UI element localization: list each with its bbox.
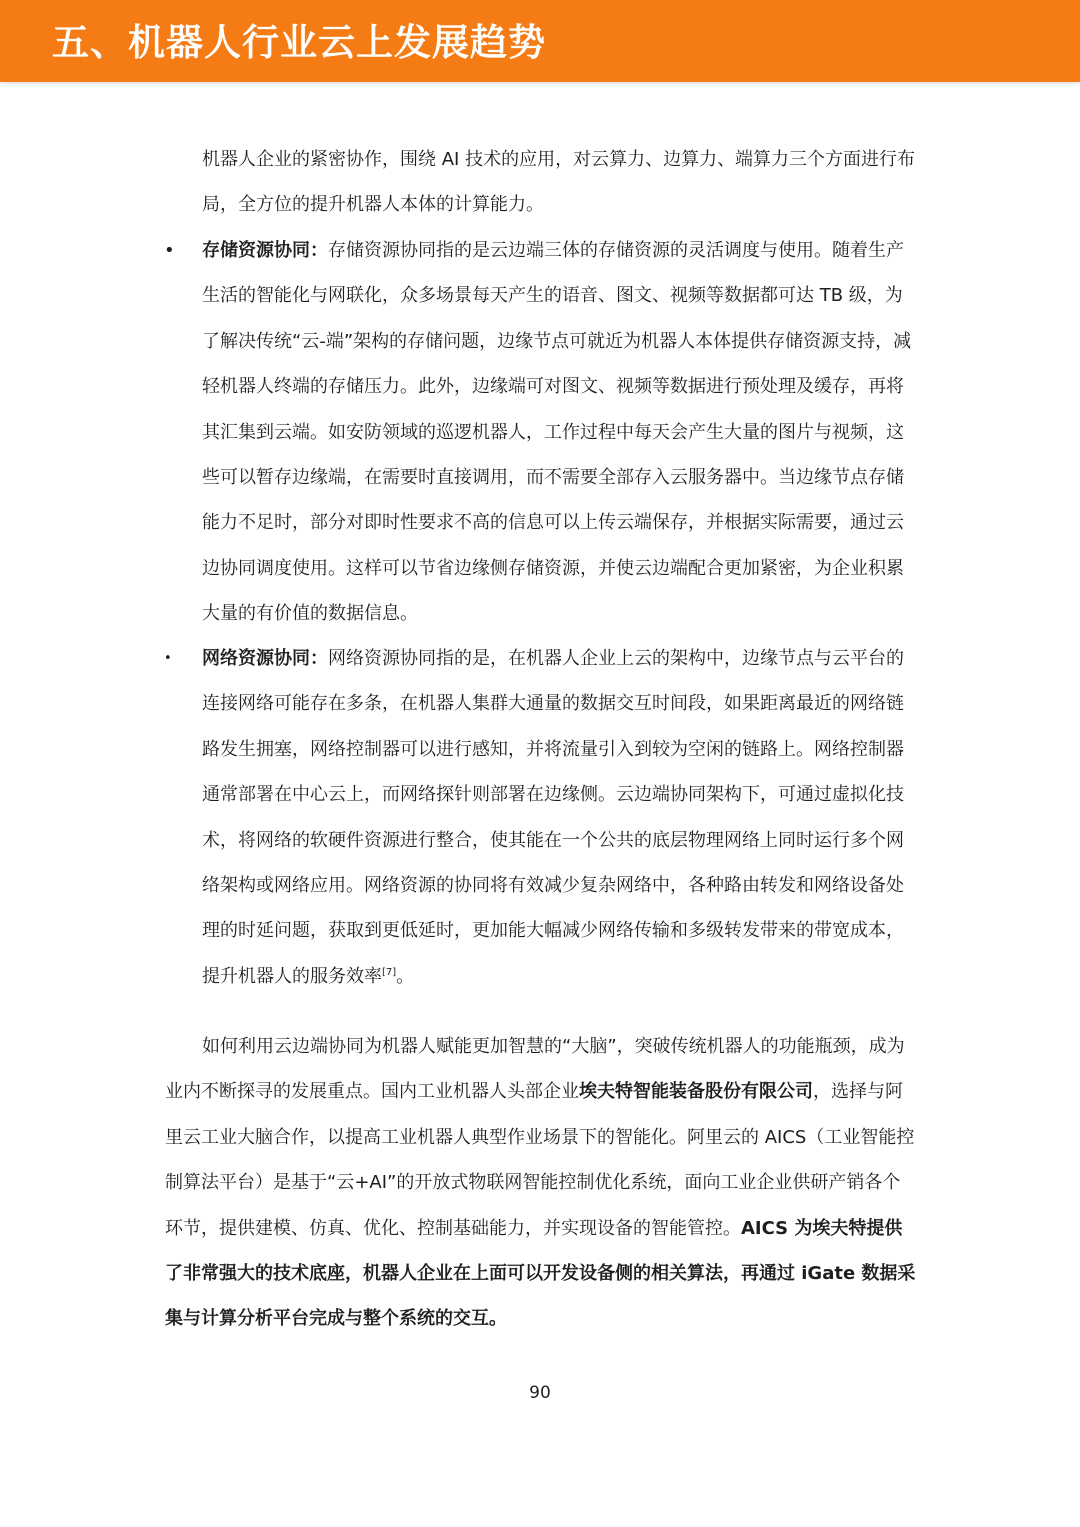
closing-text-part1: 如何利用云边端协同为机器人赋能更加智慧的“大脑”，突破传统机器人的功能瓶颈，成为业内不断探寻的发展重点。国内工业机器人头部企业 <box>165 1036 905 1103</box>
bullet-item-network <box>164 636 918 999</box>
closing-paragraph <box>165 1024 918 1342</box>
bullet-term: 网络资源协同： <box>202 648 328 669</box>
bullet-term: 存储资源协同： <box>202 240 328 261</box>
bullet-marker: • <box>164 240 175 261</box>
closing-text-part2: ，选择与阿里云工业大脑合作，以提高工业机器人典型作业场景下的智能化。阿里云的 AICS（工业智能控制算法平台）是基于“云+AI”的开放式物联网智能控制优化系统，面向工业企业供研产销各个环节，提供建模、仿真、优化、控制基础能力，并实现设备的智能管控。 <box>165 1081 915 1239</box>
bullet-end-punctuation: 。 <box>396 965 415 987</box>
citation-reference: [7] <box>382 966 397 978</box>
section-title: 五、机器人行业云上发展趋势 <box>52 21 546 64</box>
bullet-text: 存储资源协同指的是云边端三体的存储资源的灵活调度与使用。随着生产生活的智能化与网联化，众多场景每天产生的语音、图文、视频等数据都可达 TB 级，为了解决传统“云-端”架构的存储问题，边缘节点可就近为机器人本体提供存储资源支持，减轻机器人终端的存储压力。此外，边缘端可对图文、视频等数据进行预处理及缓存，再将其汇集到云端。如安防领域的巡逻机器人，工作过程中每天会产生大量的图片与视频，这些可以暂存边缘端，在需要时直接调用，而不需要全部存入云服务器中。当边缘节点存储能力不足时，部分对即时性要求不高的信息可以上传云端保存，并根据实际需要，通过云边协同调度使用。这样可以节省边缘侧存储资源，并使云边端配合更加紧密，为企业积累大量的有价值的数据信息。 <box>202 240 912 625</box>
company-name: 埃夫特智能装备股份有限公司 <box>579 1081 813 1103</box>
page-number: 90 <box>529 1383 551 1403</box>
bullet-item-storage <box>164 228 918 637</box>
section-header-bar <box>0 0 1080 82</box>
bold-conclusion: AICS 为埃夫特提供了非常强大的技术底座，机器人企业在上面可以开发设备侧的相关算法，再通过 iGate 数据采集与计算分析平台完成与整个系统的交互。 <box>165 1217 916 1330</box>
intro-paragraph: 机器人企业的紧密协作，围绕 AI 技术的应用，对云算力、边算力、端算力三个方面进行布局，全方位的提升机器人本体的计算能力。 <box>202 149 916 216</box>
bullet-marker: • <box>164 651 172 666</box>
bullet-text: 网络资源协同指的是，在机器人企业上云的架构中，边缘节点与云平台的连接网络可能存在多条，在机器人集群大通量的数据交互时间段，如果距离最近的网络链路发生拥塞，网络控制器可以进行感知，并将流量引入到较为空闲的链路上。网络控制器通常部署在中心云上，而网络探针则部署在边缘侧。云边端协同架构下，可通过虚拟化技术，将网络的软硬件资源进行整合，使其能在一个公共的底层物理网络上同时运行多个网络架构或网络应用。网络资源的协同将有效减少复杂网络中，各种路由转发和网络设备处理的时延问题，获取到更低延时，更加能大幅减少网络传输和多级转发带来的带宽成本，提升机器人的服务效率 <box>202 648 904 987</box>
